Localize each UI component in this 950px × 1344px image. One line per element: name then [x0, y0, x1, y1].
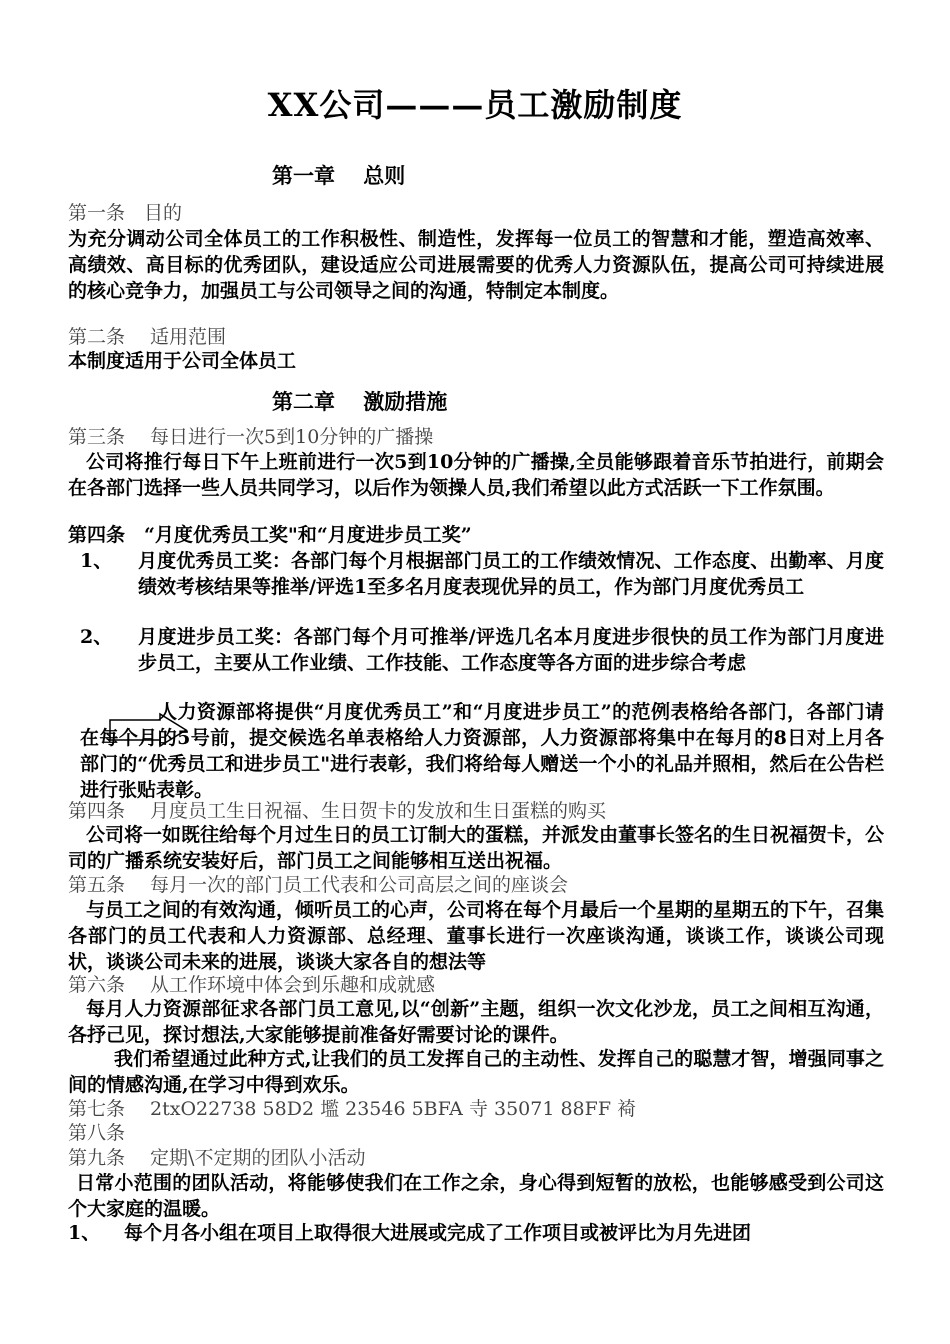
article-1-heading: 第一条 目的: [68, 202, 183, 224]
list-number: 1、: [68, 1222, 101, 1244]
article-9-heading: 第九条 定期\不定期的团队小活动: [68, 1147, 366, 1169]
list-text: 月度进步员工奖：各部门每个月可推举/评选几名本月度进步很快的员工作为部门月度进步员工，主要从工作业绩、工作技能、工作态度等各方面的进步综合考虑: [138, 626, 884, 674]
article-7-heading: 第七条 2txO22738 58D2 壏 23546 5BFA 寺 35071 88FF 裿: [68, 1098, 637, 1120]
article-3-body: 公司将推行每日下午上班前进行一次5到10分钟的广播操,全员能够跟着音乐节拍进行，前期会在各部门选择一些人员共同学习，以后作为领操人员,我们希望以此方式活跃一下工作氛围。: [68, 451, 884, 499]
article-9-item-1: [68, 1220, 884, 1246]
list-text: 月度优秀员工奖：各部门每个月根据部门员工的工作绩效情况、工作态度、出勤率、月度绩效考核结果等推举/评选1至多名月度表现优异的员工，作为部门月度优秀员工: [138, 550, 884, 598]
article-1-body: 为充分调动公司全体员工的工作积极性、制造性，发挥每一位员工的智慧和才能，塑造高效率、高绩效、高目标的优秀团队，建设适应公司进展需要的优秀人力资源队伍，提高公司可持续进展的核心竞争力，加强员工与公司领导之间的沟通，特制定本制度。: [68, 228, 884, 302]
article-6-heading: 第六条 从工作环境中体会到乐趣和成就感: [68, 974, 436, 996]
document-title: XX公司———员工激励制度: [267, 86, 683, 124]
article-4-heading: 第四条 “月度优秀员工奖"和“月度进步员工奖”: [68, 524, 472, 546]
article-4-item-2: [68, 624, 884, 676]
article-5-heading: 第五条 每月一次的部门员工代表和公司高层之间的座谈会: [68, 874, 569, 896]
article-4b-body: 公司将一如既往给每个月过生日的员工订制大的蛋糕，并派发由董事长签名的生日祝福贺卡，公司的广播系统安装好后，部门员工之间能够相互送出祝福。: [68, 824, 885, 872]
article-4-note: 人力资源部将提供“月度优秀员工”和“月度进步员工”的范例表格给各部门，各部门请在每个月的5号前，提交候选名单表格给人力资源部，人力资源部将集中在每月的8日对上月各部门的“优秀员工和进步员工"进行表彰，我们将给每人赠送一个小的礼品并照相，然后在公告栏进行张贴表彰。: [80, 701, 884, 801]
list-text: 每个月各小组在项目上取得很大进展或完成了工作项目或被评比为月先进团: [124, 1222, 752, 1244]
article-8-heading: 第八条: [68, 1122, 126, 1144]
list-number: 2、: [80, 626, 113, 648]
article-4b-heading: 第四条 月度员工生日祝福、生日贺卡的发放和生日蛋糕的购买: [68, 800, 607, 822]
list-number: 1、: [80, 550, 113, 572]
article-6-body-2: 我们希望通过此种方式,让我们的员工发挥自己的主动性、发挥自己的聪慧才智，增强同事之间的情感沟通,在学习中得到欢乐。: [68, 1048, 884, 1096]
article-2-body: 本制度适用于公司全体员工: [68, 350, 297, 372]
article-5-body: 与员工之间的有效沟通，倾听员工的心声，公司将在每个月最后一个星期的星期五的下午，召集各部门的员工代表和人力资源部、总经理、董事长进行一次座谈沟通，谈谈工作，谈谈公司现状，谈谈公司未来的进展，谈谈大家各自的想法等: [68, 899, 885, 973]
chapter-1-heading: 第一章 总则: [272, 163, 406, 188]
article-4-item-1: [68, 548, 884, 600]
article-2-heading: 第二条 适用范围: [68, 326, 227, 348]
chapter-2-heading: 第二章 激励措施: [272, 389, 448, 414]
article-6-body-1: 每月人力资源部征求各部门员工意见,以“创新”主题，组织一次文化沙龙，员工之间相互沟通，各抒己见，探讨想法,大家能够提前准备好需要讨论的课件。: [68, 998, 884, 1046]
article-9-body: 日常小范围的团队活动，将能够使我们在工作之余，身心得到短暂的放松，也能够感受到公司这个大家庭的温暖。: [68, 1172, 884, 1220]
article-3-heading: 第三条 每日进行一次5到10分钟的广播操: [68, 426, 434, 448]
